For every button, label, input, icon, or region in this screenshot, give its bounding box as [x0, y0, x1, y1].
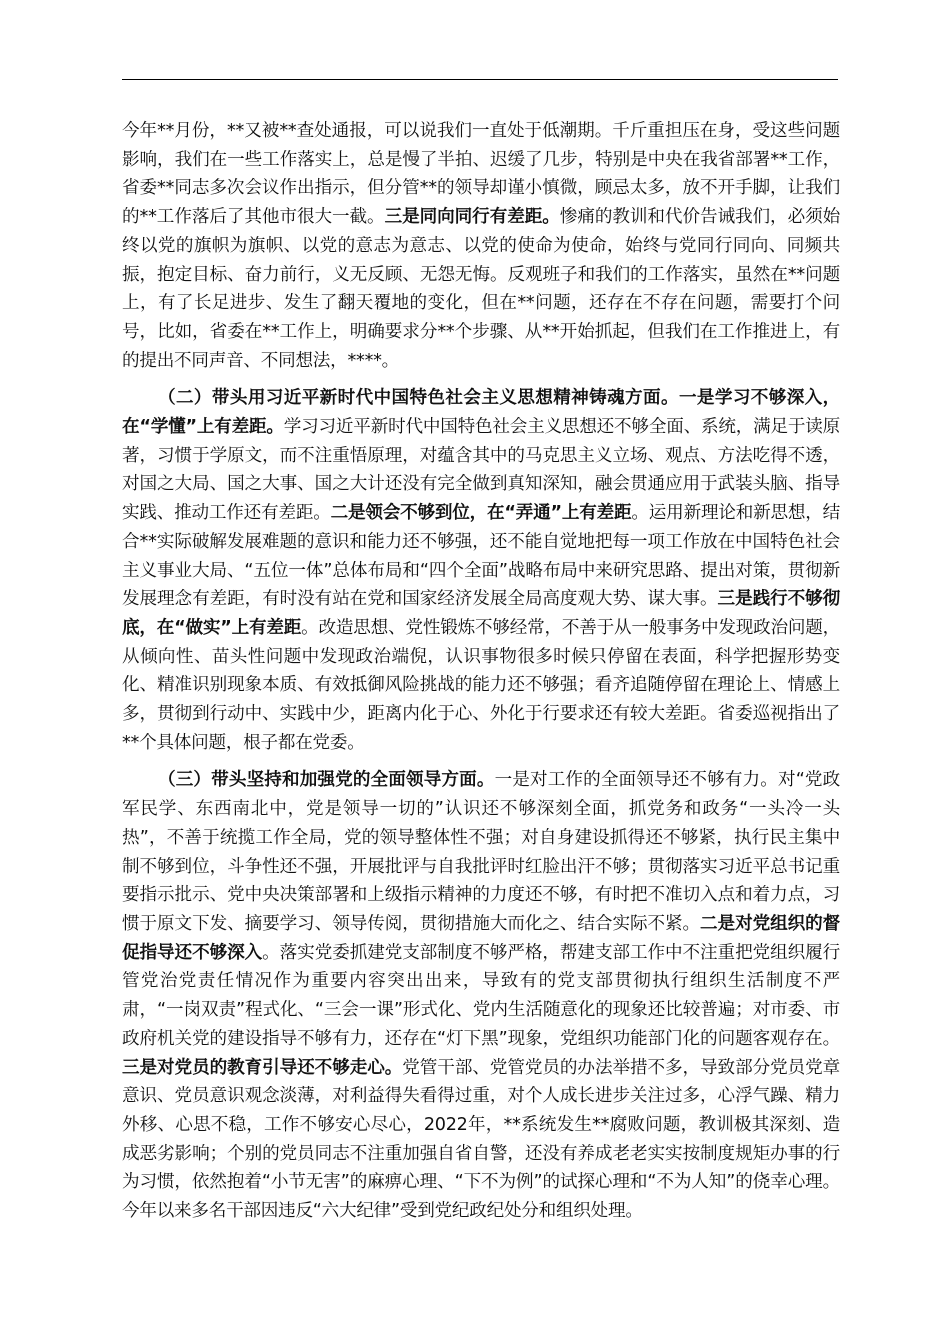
- text-run: 惨痛的教训和代价告诫我们，必须始终以党的旗帜为旗帜、以党的意志为意志、以党的使命为使命，始终与党同行同向、同频共振，抱定目标、奋力前行，义无反顾、无怨无悔。反观班子和我们的工作落实，虽然在**问题上，有了长足进步、发生了翻天覆地的变化，但在**问题，还存在不存在问题，需要打个问号，比如，省委在**工作上，明确要求分**个步骤、从**开始抓起，但我们在工作推进上，有的提出不同声音、不同想法，****。: [122, 207, 840, 371]
- bold-heading-run: 三是对党员的教育引导还不够走心。: [122, 1057, 403, 1078]
- text-run: 。改造思想、党性锻炼不够经常，不善于从一般事务中发现政治问题，从倾向性、苗头性问题中发现政治端倪，认识事物很多时候只停留在表面，科学把握形势变化、精准识别现象本质、有效抵御风险挑战的能力还不够强；看齐追随停留在理论上、情感上多，贯彻到行动中、实践中少，距离内化于心、外化于行要求还有较大差距。省委巡视指出了**个具体问题，根子都在党委。: [122, 617, 840, 753]
- section-heading-3: （三）带头坚持和加强党的全面领导方面。: [158, 770, 495, 791]
- document-body: [122, 117, 840, 1226]
- section-heading-2: （二）带头用习近平新时代中国特色社会主义思想精神铸魂方面。一是学习不够深入，在“学懂”上有差距。: [122, 388, 840, 438]
- text-run: 党管干部、党管党员的办法举措不多，导致部分党员党章意识、党员意识观念淡薄，对利益得失看得过重，对个人成长进步关注过多，心浮气躁、精力外移、心思不稳，工作不够安心尽心，2022年，**系统发生**腐败问题，教训极其深刻、造成恶劣影响；个别的党员同志不注重加强自省自警，还没有养成老老实实按制度规矩办事的行为习惯，依然抱着“小节无害”的麻痹心理、“下不为例”的试探心理和“不为人知”的侥幸心理。今年以来多名干部因违反“六大纪律”受到党纪政纪处分和组织处理。: [122, 1057, 840, 1222]
- text-run: 学习习近平新时代中国特色社会主义思想还不够全面、系统，满足于读原著，习惯于学原文，而不注重悟原理，对蕴含其中的马克思主义立场、观点、方法吃得不透，对国之大局、国之大事、国之大计还没有完全做到真知深知，融会贯通应用于武装头脑、指导实践、推动工作还有差距。: [122, 417, 840, 524]
- bold-heading-run: 三是践行不够彻底，在“做实”上有差距: [122, 589, 840, 638]
- header-rule: [122, 79, 838, 80]
- text-run: 。落实党委抓建党支部制度不够严格，帮建支部工作中不注重把党组织履行管党治党责任情况作为重要内容突出出来，导致有的党支部贯彻执行组织生活制度不严肃，“一岗双责”程式化、“三会一课”形式化、党内生活随意化的现象还比较普遍；对市委、市政府机关党的建设指导不够有力，还存在“灯下黑”现象，党组织功能部门化的问题客观存在。: [122, 942, 840, 1049]
- text-run: 。运用新理论和新思想，结合**实际破解发展难题的意识和能力还不够强，还不能自觉地把每一项工作放在中国特色社会主义事业大局、“五位一体”总体布局和“四个全面”战略布局中来研究思路、提出对策，贯彻新发展理念有差距，有时没有站在党和国家经济发展全局高度观大势、谋大事。: [122, 503, 840, 610]
- paragraph-3: [122, 766, 840, 1225]
- bold-heading-run: 三是同向同行有差距。: [384, 207, 560, 228]
- text-run: 今年**月份，**又被**查处通报，可以说我们一直处于低潮期。千斤重担压在身，受这些问题影响，我们在一些工作落实上，总是慢了半拍、迟缓了几步，特别是中央在我省部署**工作，省委**同志多次会议作出指示，但分管**的领导却谨小慎微，顾忌太多，放不开手脚，让我们的**工作落后了其他市很大一截。: [122, 121, 840, 228]
- bold-heading-run: 二是领会不够到位，在“弄通”上有差距: [330, 503, 632, 524]
- text-run: 一是对工作的全面领导还不够有力。对“党政军民学、东西南北中，党是领导一切的”认识还不够深刻全面，抓党务和政务“一头冷一头热”，不善于统揽工作全局，党的领导整体性不强；对自身建设抓得还不够紧，执行民主集中制不够到位，斗争性还不强，开展批评与自我批评时红脸出汗不够；贯彻落实习近平总书记重要指示批示、党中央决策部署和上级指示精神的力度还不够，有时把不准切入点和着力点，习惯于原文下发、摘要学习、领导传阅，贯彻措施大而化之、结合实际不紧。: [122, 770, 840, 934]
- paragraph-1: [122, 117, 840, 375]
- paragraph-2: [122, 384, 840, 757]
- bold-heading-run: 二是对党组织的督促指导还不够深入: [122, 913, 840, 963]
